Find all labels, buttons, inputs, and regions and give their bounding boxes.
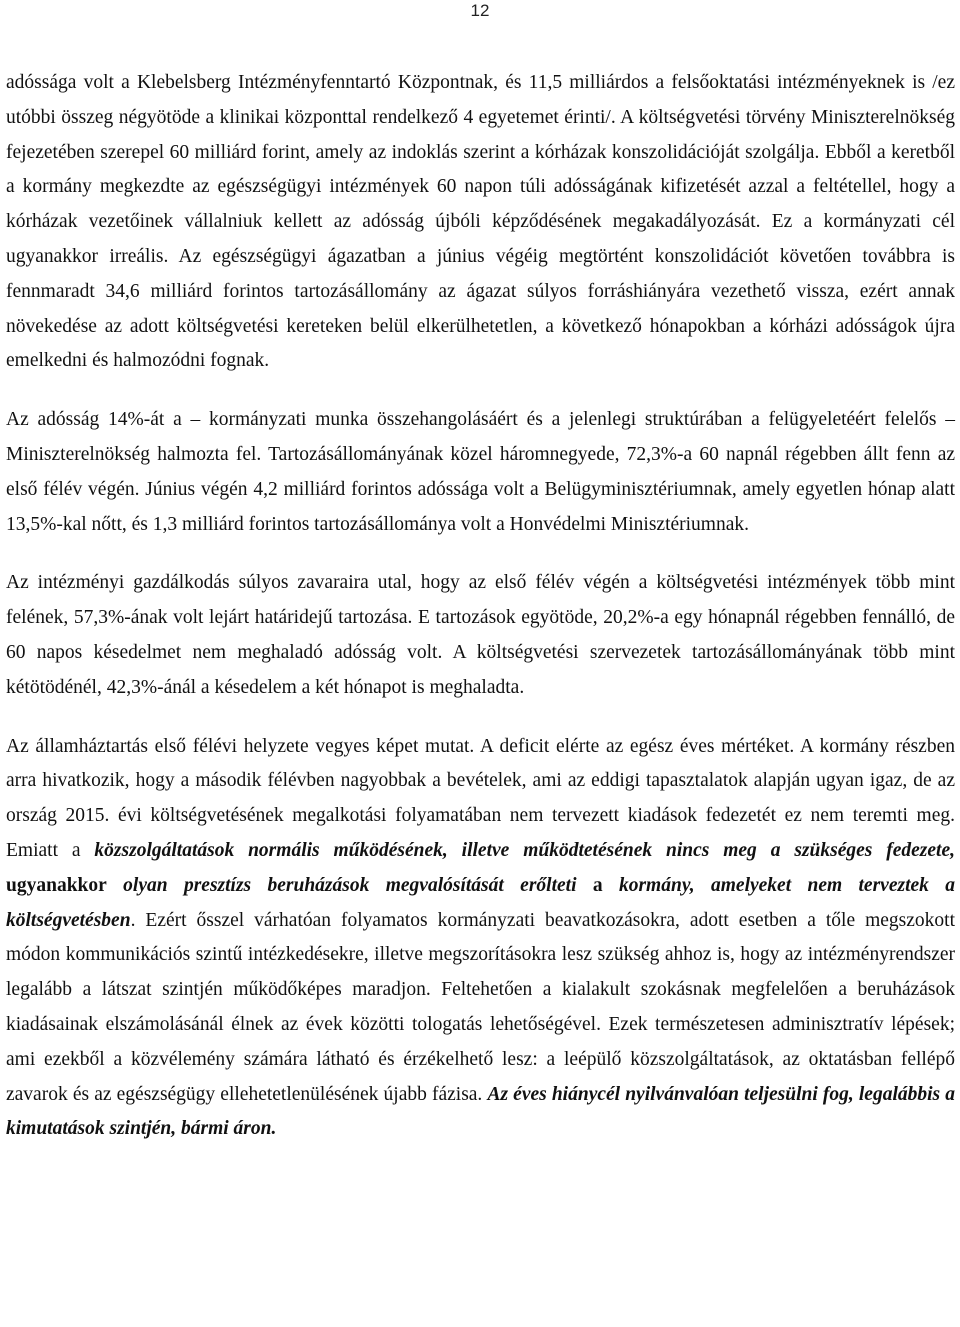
text-run: Az intézményi gazdálkodás súlyos zavaraira utal, hogy az első félév végén a költségvetési intézmények több mint felének, 57,3%-ának volt lejárt határidejű tartozása. E tartozások egyötöde, 20,2%-a egy hónapnál régebben fennálló, de 60 napos késedelmet nem meghaladó adósság volt. A költségvetési szervezetek tartozásállományának több mint kétötödénél, 42,3%-ánál a késedelem a két hónapot is meghaladta. [6,572,955,698]
emphasis-run: olyan presztízs beruházások megvalósítását erőlteti [123,874,577,896]
emphasis-run: közszolgáltatások normális működésének, illetve működtetésének nincs meg a szükséges fedezete, [94,839,955,861]
text-run: Az államháztartás első félévi helyzete vegyes képet mutat. A deficit elérte az egész éves mértéket. A kormány részben arra hivatkozik, hogy a második félévben nagyobbak a bevételek, ami az eddigi tapasztalatok alapján ugyan igaz, de az ország 2015. évi költségvetésének megalkotási folyamatában nem tervezett kiadások fedezetét ez nem teremti meg. Emiatt a [6,735,955,861]
text-run: . Ezért ősszel várhatóan folyamatos kormányzati beavatkozásokra, adott esetben a tőle megszokott módon kommunikációs szintű intézkedésekre, illetve megszorításokra lesz szükség ahhoz is, hogy az intézményrendszer legalább a látszat szintjén működőképes maradjon. Feltehetően a kialakult szokásnak megfelelően a beruházások kiadásainak elszámolásánál élnek az évek közötti tologatás lehetőségével. Ezek természetesen adminisztratív lépések; ami ezekből a közvélemény számára látható és érzékelhető lesz: a leépülő közszolgáltatások, az oktatásban fellépő zavarok és az egészségügy ellehetetlenülésének újabb fázisa. [6,909,955,1105]
text-run [107,875,123,896]
document-body [6,66,955,1171]
emphasis-run: Az éves hiánycél nyilvánvalóan teljesülni fog, legalábbis a kimutatások szintjén, bármi áron. [6,1083,955,1140]
bold-run: a [576,874,619,896]
bold-run: ugyanakkor [6,874,107,896]
page-number: 12 [470,1,490,20]
text-run: Az adósság 14%-át a – kormányzati munka összehangolásáért és a jelenlegi struktúrában a felügyeletéért felelős – Miniszterelnökség halmozta fel. Tartozásállományának közel háromnegyede, 72,3%-a 60 napnál régebben állt fenn az első félév végén. Június végén 4,2 milliárd forintos adóssága volt a Belügyminisztériumnak, amely egyetlen hónap alatt 13,5%-kal nőtt, és 1,3 milliárd forintos tartozásállománya volt a Honvédelmi Minisztériumnak. [6,409,955,535]
paragraph [6,66,955,379]
paragraph [6,566,955,705]
paragraph [6,730,955,1148]
emphasis-run: kormány, amelyeket nem terveztek a költségvetésben [6,874,956,931]
text-run: adóssága volt a Klebelsberg Intézményfenntartó Központnak, és 11,5 milliárdos a felsőoktatási intézményeknek is /ez utóbbi összeg négyötöde a klinikai központtal rendelkező 4 egyetemet érinti/. A költségvetési törvény Miniszterelnökség fejezetében szerepel 60 milliárd forint, amely az indoklás szerint a kórházak konszolidációját szolgálja. Ebből a keretből a kormány megkezdte az egészségügyi intézmények 60 napon túli adósságának kifizetését azzal a feltétellel, hogy a kórházak vezetőinek vállalniuk kellett az adósság újbóli képződésének megakadályozását. Ez a kormányzati cél ugyanakkor irreális. Az egészségügyi ágazatban a június végéig megtörtént konszolidációt követően továbbra is fennmaradt 34,6 milliárd forintos tartozásállomány az ágazat súlyos forráshiányára vezethető vissza, ezért annak növekedése az adott költségvetési kereteken belül elkerülhetetlen, a következő hónapokban a kórházi adósságok újra emelkedni és halmozódni fognak. [6,72,955,372]
paragraph [6,403,955,542]
